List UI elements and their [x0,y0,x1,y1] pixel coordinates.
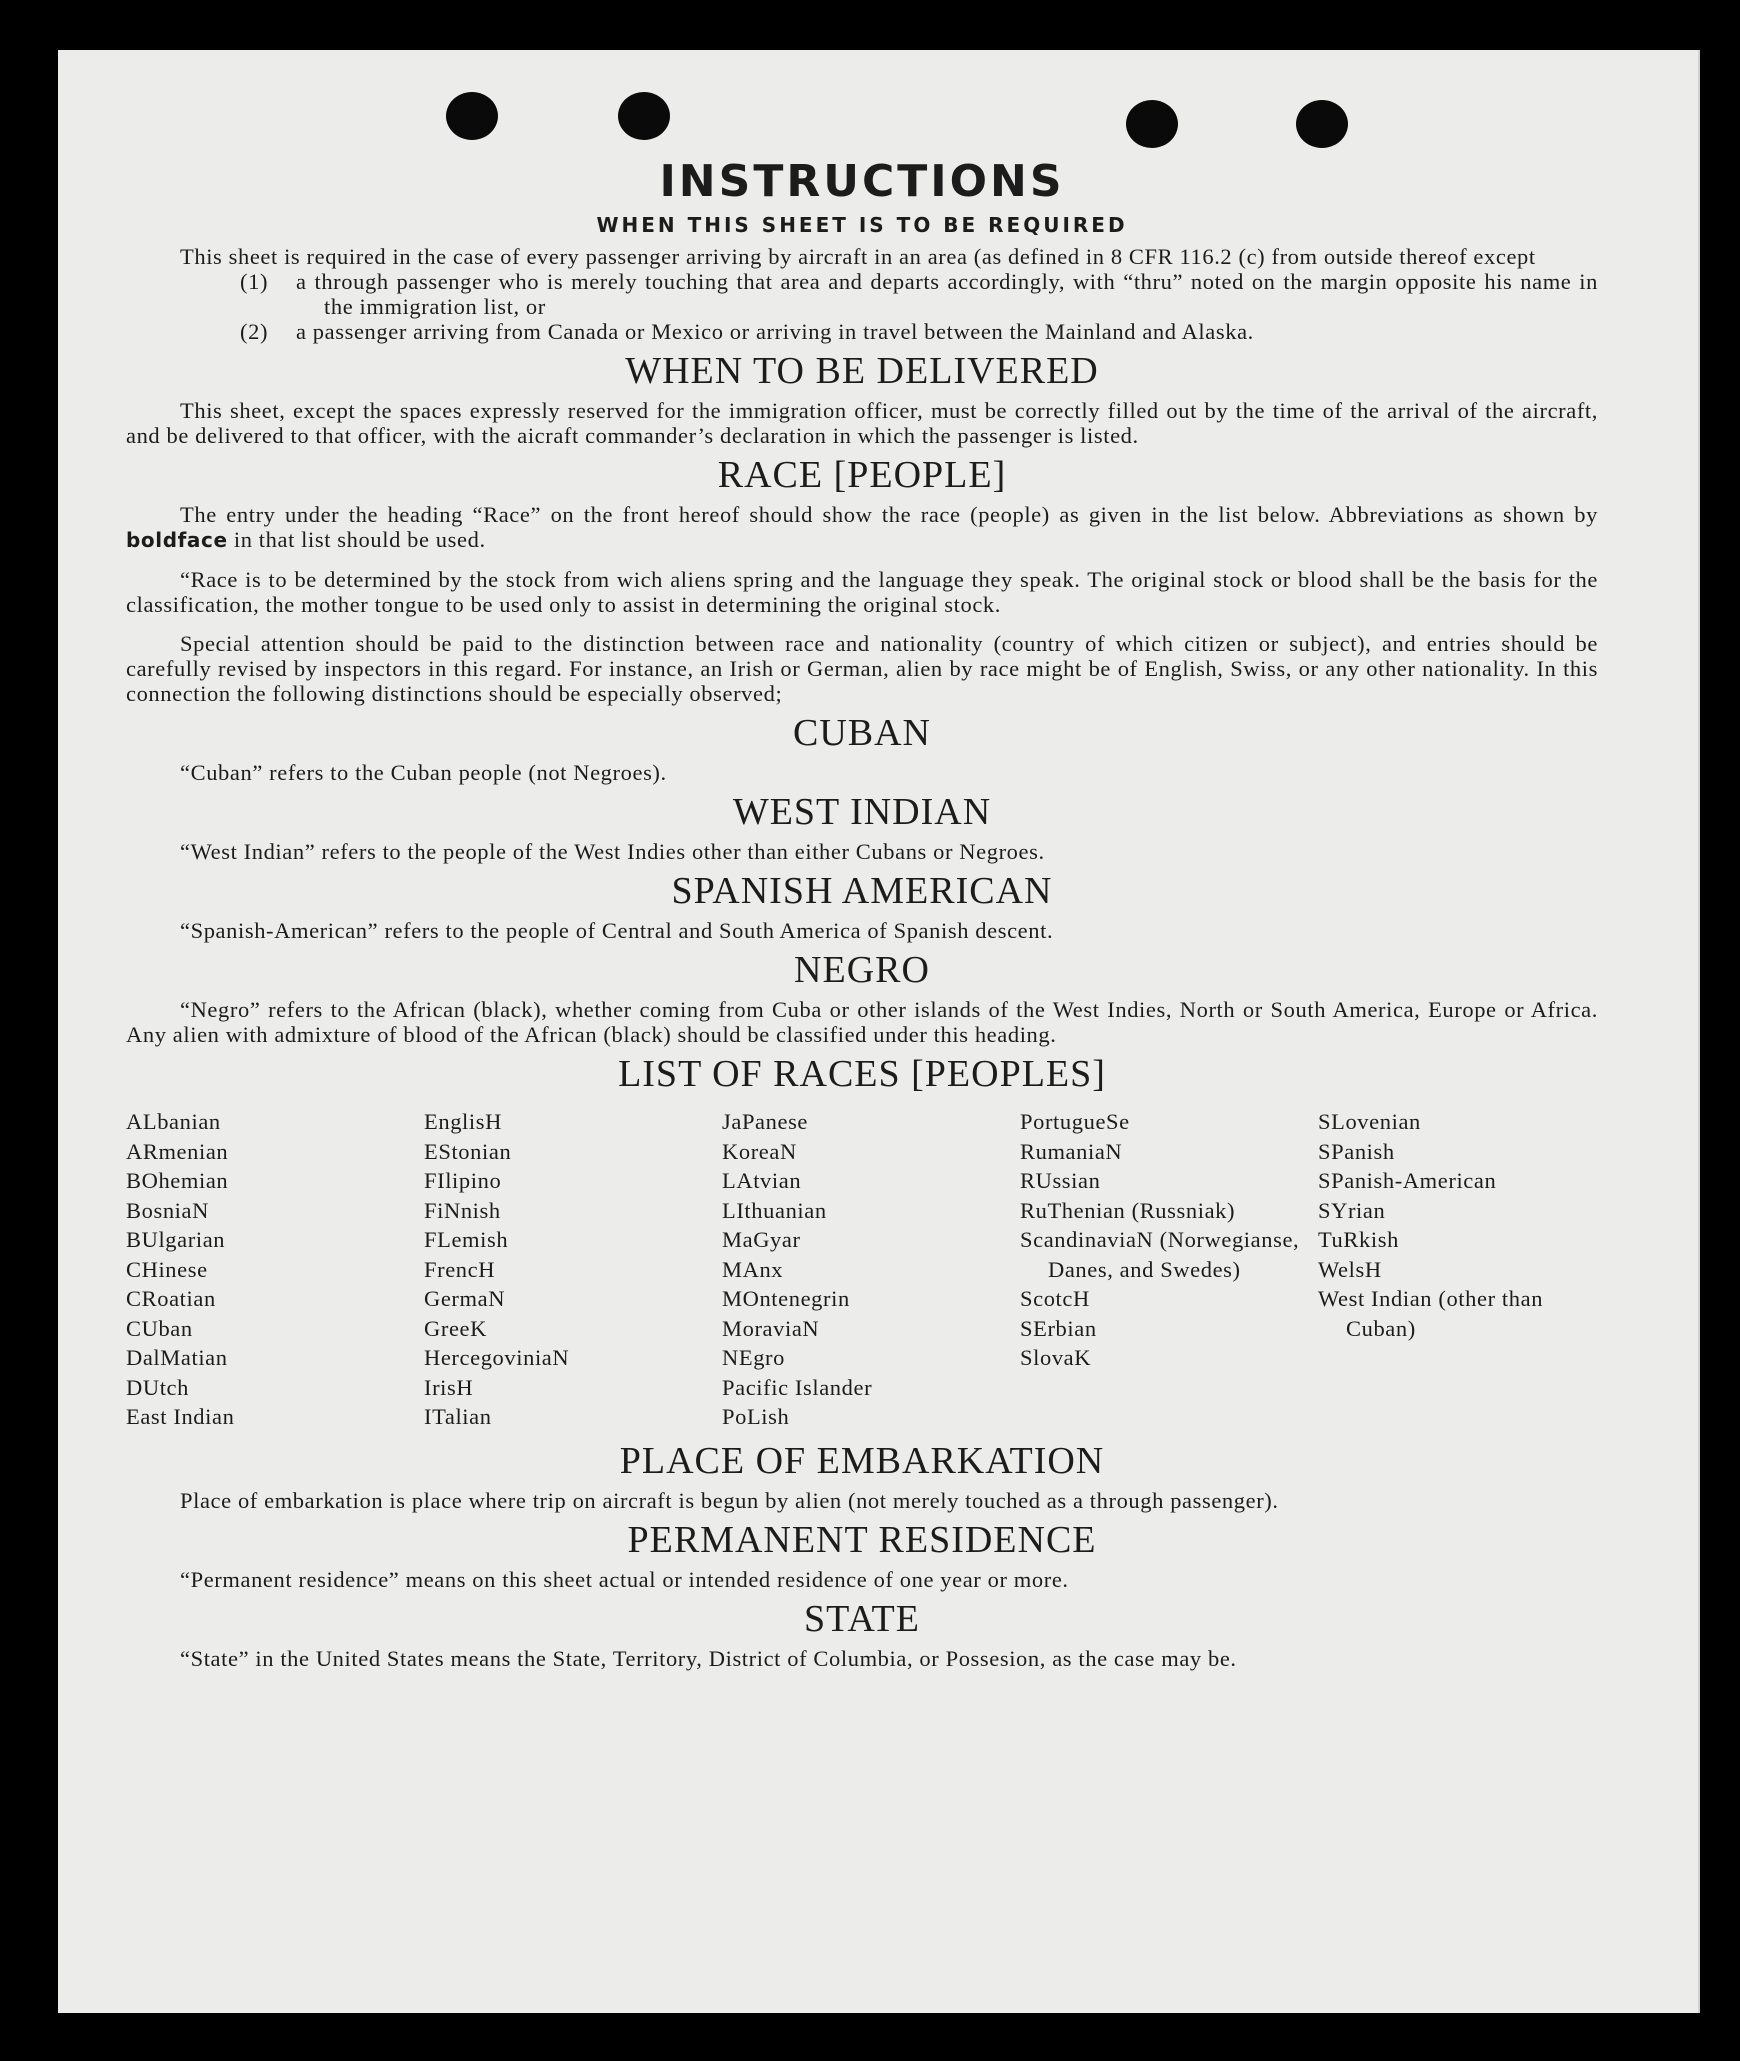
section-heading-cuban: CUBAN [792,712,932,754]
race-item: DalMatian [126,1345,228,1370]
boldface-word: boldface [126,528,228,552]
race-item: EStonian [424,1138,512,1164]
section-heading-negro: NEGRO [794,949,930,991]
race-item: PortugueSe [1020,1109,1130,1134]
race-item: RUssian [1020,1168,1101,1193]
race-item: TuRkish [1318,1227,1399,1252]
race-paragraph-2: “Race is to be determined by the stock from wich aliens spring and the language they speak. The original stock or blood shall be the basis for the classification, the mother tongue to be used only to assist in determining the original stock. [126,567,1598,617]
negro-text: “Negro” refers to the African (black), whether coming from Cuba or other islands of the West Indies, North or South America, Europe or Africa. Any alien with admixture of blood of the African (black) should be classified under this heading. [126,997,1598,1047]
race-item: CUban [126,1315,193,1341]
sheet-content [126,100,1598,1671]
section-heading-embarkation: PLACE OF EMBARKATION [619,1439,1105,1482]
race-item: MOntenegrin [722,1286,850,1311]
race-item: IrisH [424,1374,474,1400]
race-column [1020,1107,1300,1432]
section-heading-delivered: WHEN TO BE DELIVERED [625,350,1099,392]
race-item: SPanish [1318,1138,1395,1164]
race-item: ALbanian [126,1109,221,1134]
race-item: LIthuanian [722,1197,827,1223]
race-item: KoreaN [722,1138,797,1164]
exception-text: a passenger arriving from Canada or Mexico or arriving in travel between the Mainland and Alaska. [296,319,1254,344]
state-text: “State” in the United States means the State, Territory, District of Columbia, or Possesion, as the case may be. [180,1645,1237,1671]
spanish-american-text: “Spanish-American” refers to the people of Central and South America of Spanish descent. [180,918,1054,943]
west-indian-text: “West Indian” refers to the people of the West Indies other than either Cubans or Negroes. [180,839,1045,864]
race-item: ScotcH [1020,1286,1090,1311]
residence-text: “Permanent residence” means on this sheet actual or intended residence of one year or more. [180,1566,1069,1592]
race-item: NEgro [722,1345,785,1370]
race-item: MAnx [722,1256,784,1282]
race-column [126,1107,406,1432]
exception-item [126,269,1598,319]
race-item: BOhemian [126,1168,229,1193]
section-heading-spanish-american: SPANISH AMERICAN [671,870,1053,912]
race-item: Pacific Islander [722,1374,873,1400]
race-item: SPanish-American [1318,1168,1497,1193]
exception-item [126,319,1598,344]
race-item: EnglisH [424,1109,502,1134]
section-heading-residence: PERMANENT RESIDENCE [627,1518,1097,1561]
exception-number: (1) [240,269,269,294]
race-item: FIlipino [424,1168,502,1193]
race-item: HercegoviniaN [424,1345,570,1370]
race-item: JaPanese [722,1109,809,1134]
exception-number: (2) [240,319,269,344]
page-title: INSTRUCTIONS [659,156,1065,207]
race-item: MaGyar [722,1227,801,1252]
race-text-after: in that list should be used. [227,527,486,552]
section-heading-state: STATE [804,1597,920,1640]
race-item: BosniaN [126,1197,209,1223]
race-item: SLovenian [1318,1109,1421,1134]
race-item: GreeK [424,1315,487,1341]
race-item: CRoatian [126,1286,216,1311]
race-item: DUtch [126,1374,189,1400]
race-item: SlovaK [1020,1345,1092,1370]
race-column [722,1107,1002,1432]
race-paragraph-3: Special attention should be paid to the distinction between race and nationality (country of which citizen or subject), and entries should be carefully revised by inspectors in this regard. For instance, an Irish or German, alien by race might be of English, Swiss, or any other nationality. In this connection the following distinctions should be especially observed; [126,631,1598,706]
race-item: FrencH [424,1256,496,1282]
embarkation-text: Place of embarkation is place where trip on aircraft is begun by alien (not merely touched as a through passenger). [180,1487,1279,1513]
cuban-text: “Cuban” refers to the Cuban people (not Negroes). [180,760,667,785]
race-item: ITalian [424,1404,492,1429]
race-item: ARmenian [126,1138,229,1164]
section-heading-race: RACE [PEOPLE] [717,454,1007,496]
race-item: FLemish [424,1227,509,1252]
section-heading-west-indian: WEST INDIAN [732,791,992,833]
race-item: GermaN [424,1286,506,1311]
race-text-before: The entry under the heading “Race” on the front hereof should show the race (people) as given in the list below. Abbreviations as shown by [180,502,1598,527]
race-item: PoLish [722,1404,790,1429]
section-heading-list-of-races: LIST OF RACES [PEOPLES] [618,1053,1106,1095]
required-intro: This sheet is required in the case of every passenger arriving by aircraft in an area (as defined in 8 CFR 116.2 (c) from outside thereof except [180,244,1536,269]
race-item: LAtvian [722,1168,802,1193]
delivered-text: This sheet, except the spaces expressly reserved for the immigration officer, must be correctly filled out by the time of the arrival of the aircraft, and be delivered to that officer, with the aicraft commander’s declaration in which the passenger is listed. [126,398,1598,448]
race-list [126,1107,1598,1432]
race-item: RumaniaN [1020,1138,1123,1164]
race-item: SYrian [1318,1197,1386,1223]
race-item: RuThenian (Russniak) [1020,1197,1236,1223]
race-item: West Indian (other than Cuban) [1318,1286,1544,1341]
race-column [1318,1107,1598,1432]
race-item: ScandinaviaN (Norwegianse, Danes, and Swedes) [1020,1227,1300,1282]
race-item: WelsH [1318,1256,1382,1282]
race-item: CHinese [126,1256,208,1282]
instruction-sheet [58,50,1700,2013]
page-subtitle: WHEN THIS SHEET IS TO BE REQUIRED [596,213,1128,237]
race-item: FiNnish [424,1197,501,1223]
race-paragraph-1 [126,502,1598,553]
exception-text: a through passenger who is merely touching that area and departs accordingly, with “thru” noted on the margin opposite his name in the immigration list, or [296,269,1598,319]
race-column [424,1107,704,1432]
race-item: MoraviaN [722,1315,820,1341]
race-item: SErbian [1020,1315,1097,1341]
race-item: East Indian [126,1404,235,1429]
race-item: BUlgarian [126,1227,226,1252]
